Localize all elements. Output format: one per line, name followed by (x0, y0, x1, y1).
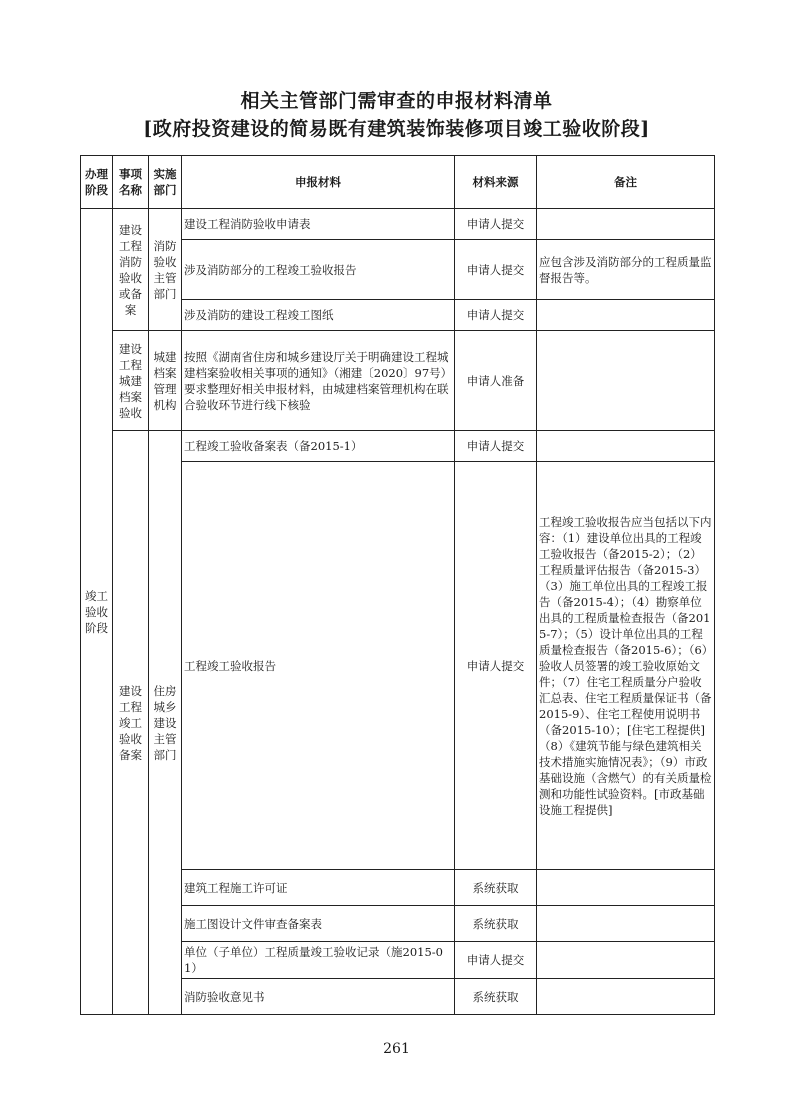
table-row (81, 209, 715, 240)
item-cell: 建设工程消防验收或备案 (113, 209, 149, 331)
item-cell: 建设工程城建档案验收 (113, 331, 149, 431)
remark-cell (537, 431, 715, 462)
material-cell: 涉及消防的建设工程竣工图纸 (182, 300, 455, 331)
source-cell: 系统获取 (455, 870, 537, 906)
source-cell: 申请人提交 (455, 209, 537, 240)
material-cell: 工程竣工验收备案表（备2015-1） (182, 431, 455, 462)
source-cell: 申请人提交 (455, 300, 537, 331)
source-cell: 申请人提交 (455, 240, 537, 300)
remark-cell: 工程竣工验收报告应当包括以下内容：（1）建设单位出具的工程竣工验收报告（备2015-2）；（2）工程质量评估报告（备2015-3）（3）施工单位出具的工程竣工报告（备2015-4）；（4）勘察单位出具的工程质量检查报告（备2015-7）；（5）设计单位出具的工程质量检查报告（备2015-6）；（6）验收人员签署的竣工验收原始文件；（7）住宅工程质量分户验收汇总表、住宅工程质量保证书（备 2015-9）、住宅工程使用说明书（备2015-10）；[住宅工程提供]（8）《建筑节能与绿色建筑相关技术措施实施情况表》；（9）市政基础设施（含燃气）的有关质量检测和功能性试验资料。[市政基础设施工程提供] (537, 462, 715, 870)
table-header-row (81, 156, 715, 209)
source-cell: 系统获取 (455, 906, 537, 942)
header-remark: 备注 (537, 156, 715, 209)
remark-cell (537, 942, 715, 979)
remark-cell (537, 300, 715, 331)
dept-cell: 城建档案管理机构 (149, 331, 182, 431)
header-material: 申报材料 (182, 156, 455, 209)
page-title: 相关主管部门需审查的申报材料清单 (240, 90, 553, 112)
source-cell: 申请人提交 (455, 431, 537, 462)
material-cell: 建筑工程施工许可证 (182, 870, 455, 906)
header-item: 事项名称 (113, 156, 149, 209)
page-number: 261 (383, 1041, 410, 1057)
material-cell: 工程竣工验收报告 (182, 462, 455, 870)
stage-cell: 竣工验收阶段 (81, 209, 113, 1015)
source-cell: 申请人提交 (455, 942, 537, 979)
material-cell: 施工图设计文件审查备案表 (182, 906, 455, 942)
header-dept: 实施部门 (149, 156, 182, 209)
materials-table (80, 155, 715, 1015)
remark-cell (537, 870, 715, 906)
material-cell: 单位（子单位）工程质量竣工验收记录（施2015-01） (182, 942, 455, 979)
dept-cell: 消防验收主管部门 (149, 209, 182, 331)
material-cell: 建设工程消防验收申请表 (182, 209, 455, 240)
header-stage: 办理阶段 (81, 156, 113, 209)
source-cell: 系统获取 (455, 979, 537, 1015)
material-cell: 按照《湖南省住房和城乡建设厅关于明确建设工程城建档案验收相关事项的通知》（湘建〔2020〕97号）要求整理好相关申报材料，由城建档案管理机构在联合验收环节进行线下核验 (182, 331, 455, 431)
page-subtitle: [政府投资建设的简易既有建筑装饰装修项目竣工验收阶段] (143, 118, 650, 140)
remark-cell (537, 331, 715, 431)
table-row (81, 331, 715, 431)
source-cell: 申请人准备 (455, 331, 537, 431)
material-cell: 涉及消防部分的工程竣工验收报告 (182, 240, 455, 300)
item-cell: 建设工程竣工验收备案 (113, 431, 149, 1015)
table-row (81, 431, 715, 462)
remark-cell (537, 979, 715, 1015)
dept-cell: 住房城乡建设主管部门 (149, 431, 182, 1015)
source-cell: 申请人提交 (455, 462, 537, 870)
remark-cell: 应包含涉及消防部分的工程质量监督报告等。 (537, 240, 715, 300)
remark-cell (537, 906, 715, 942)
remark-cell (537, 209, 715, 240)
header-source: 材料来源 (455, 156, 537, 209)
material-cell: 消防验收意见书 (182, 979, 455, 1015)
